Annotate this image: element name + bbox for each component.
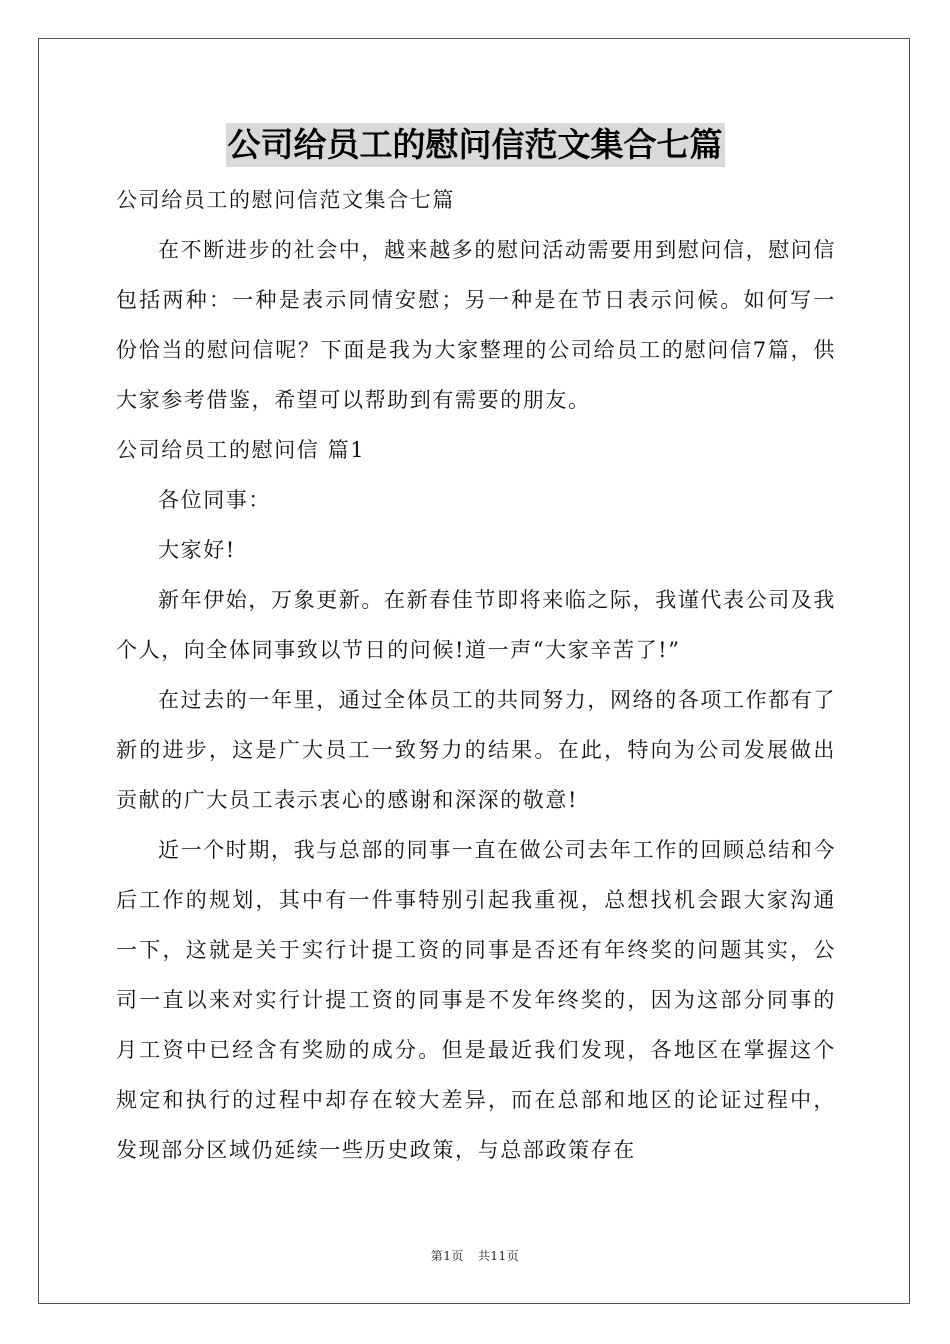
document-body [116, 175, 836, 1175]
letter-greeting: 各位同事： [158, 488, 271, 512]
page-number: 第1页 [430, 1249, 464, 1263]
document-title: 公司给员工的慰问信范文集合七篇 [226, 123, 725, 167]
intro-paragraph: 在不断进步的社会中，越来越多的慰问活动需要用到慰问信，慰问信包括两种：一种是表示同情安慰；另一种是在节日表示问候。如何写一份恰当的慰问信呢？下面是我为大家整理的公司给员工的慰问信7篇，供大家参考借鉴，希望可以帮助到有需要的朋友。 [116, 238, 836, 412]
letter-salute: 大家好! [158, 538, 236, 562]
title-container [0, 123, 950, 167]
document-subtitle: 公司给员工的慰问信范文集合七篇 [116, 188, 455, 212]
section-heading: 公司给员工的慰问信 篇1 [116, 438, 366, 462]
letter-paragraph: 新年伊始，万象更新。在新春佳节即将来临之际，我谨代表公司及我个人，向全体同事致以节日的问候!道一声“大家辛苦了!” [116, 588, 836, 662]
page-total: 共11页 [477, 1249, 520, 1263]
letter-paragraph: 在过去的一年里，通过全体员工的共同努力，网络的各项工作都有了新的进步，这是广大员工一致努力的结果。在此，特向为公司发展做出贡献的广大员工表示衷心的感谢和深深的敬意! [116, 688, 836, 812]
letter-paragraph: 近一个时期，我与总部的同事一直在做公司去年工作的回顾总结和今后工作的规划，其中有一件事特别引起我重视，总想找机会跟大家沟通一下，这就是关于实行计提工资的同事是否还有年终奖的问题其实，公司一直以来对实行计提工资的同事是不发年终奖的，因为这部分同事的月工资中已经含有奖励的成分。但是最近我们发现，各地区在掌握这个规定和执行的过程中却存在较大差异，而在总部和地区的论证过程中，发现部分区域仍延续一些历史政策，与总部政策存在 [116, 838, 836, 1162]
page-footer [0, 1246, 950, 1266]
